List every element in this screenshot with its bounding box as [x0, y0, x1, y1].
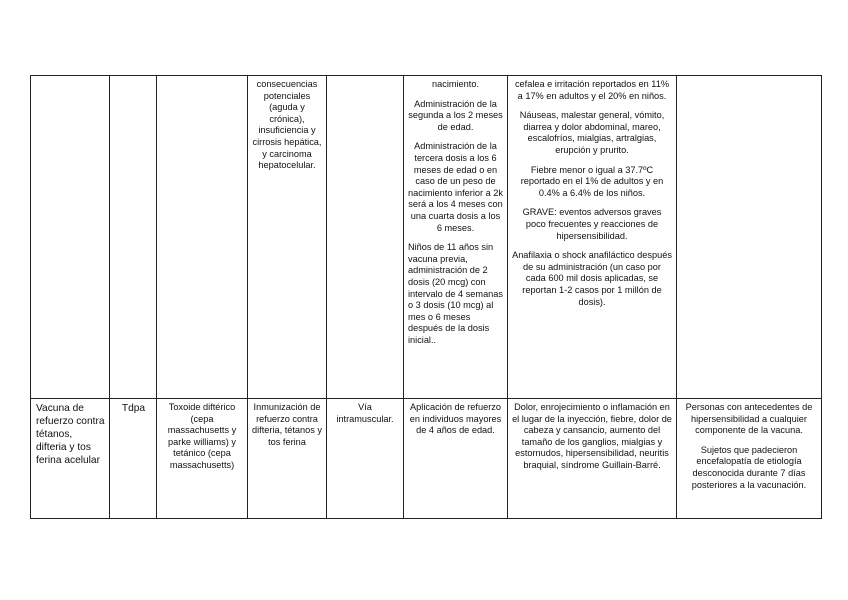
vaccine-cell: [31, 399, 110, 519]
vaccine-name: Vacuna de refuerzo contra tétanos, difteria y tos ferina acelular: [36, 403, 105, 466]
indication-cell: [248, 76, 327, 399]
schedule-text: Administración de la segunda a los 2 meses de edad.: [408, 98, 503, 132]
vaccine-cell: [31, 76, 110, 399]
adverse-text: Dolor, enrojecimiento o inflamación en el lugar de la inyección, fiebre, dolor de cabeza y cansancio, aumento del tamaño de los ganglios, mialgias y estornudos, hipersensibilidad, neuritis braquial, síndrome Guillain-Barré.: [512, 402, 672, 470]
contra-text: Sujetos que padecieron encefalopatía de etiología desconocida durante 7 días posteriores a la vacunación.: [691, 444, 807, 490]
schedule-text: Administración de la tercera dosis a los 6 meses de edad o en caso de un peso de nacimiento inferior a 2k será a los 4 meses con una cuarta dosis a los 6 meses.: [408, 141, 503, 233]
schedule-cell: [404, 399, 508, 519]
schedule-text: Niños de 11 años sin vacuna previa, administración de 2 dosis (20 mcg) con intervalo de 4 semanas o 3 dosis (10 mcg) al mes o 6 meses después de la dosis inicial..: [408, 242, 503, 345]
composition-cell: [157, 399, 248, 519]
indication-cell: [248, 399, 327, 519]
adverse-text: Anafilaxia o shock anafiláctico después de su administración (un caso por cada 600 mil dosis aplicadas, se reportan 1-2 casos por 1 millón de dosis).: [512, 250, 672, 307]
contra-cell: [677, 399, 822, 519]
route-cell: [327, 76, 404, 399]
adverse-text: Náuseas, malestar general, vómito, diarrea y dolor abdominal, mareo, escalofríos, mialgias, artralgias, erupción y prurito.: [519, 110, 665, 155]
adverse-cell: [508, 399, 677, 519]
adverse-text: Fiebre menor o igual a 37.7ºC reportado en el 1% de adultos y en 0.4% a 6.4% de los niños.: [520, 164, 664, 198]
contra-text: Personas con antecedentes de hipersensibilidad a cualquier componente de la vacuna.: [685, 402, 813, 436]
abbr-cell: [110, 76, 157, 399]
adverse-text: cefalea e irritación reportados en 11% a 17% en adultos y el 20% en niños.: [514, 79, 670, 101]
vaccine-table: [30, 75, 822, 519]
schedule-text: Aplicación de refuerzo en individuos mayores de 4 años de edad.: [409, 402, 502, 436]
composition-cell: [157, 76, 248, 399]
schedule-text: nacimiento.: [432, 79, 479, 89]
adverse-text: GRAVE: eventos adversos graves poco frecuentes y reacciones de hipersensibilidad.: [522, 207, 662, 241]
table-row: [31, 399, 822, 519]
adverse-cell: [508, 76, 677, 399]
contra-cell: [677, 76, 822, 399]
schedule-cell: [404, 76, 508, 399]
composition-text: Toxoide diftérico (cepa massachusetts y parke williams) y tetánico (cepa massachusetts): [167, 402, 237, 470]
indication-text: consecuencias potenciales (aguda y crónica), insuficiencia y cirrosis hepática, y carcinoma hepatocelular.: [252, 79, 322, 171]
indication-text: Inmunización de refuerzo contra difteria, tétanos y tos ferina: [252, 402, 322, 447]
table-row: [31, 76, 822, 399]
vaccine-abbr: Tdpa: [121, 403, 146, 414]
route-cell: [327, 399, 404, 519]
abbr-cell: [110, 399, 157, 519]
route-text: Vía intramuscular.: [336, 402, 394, 424]
